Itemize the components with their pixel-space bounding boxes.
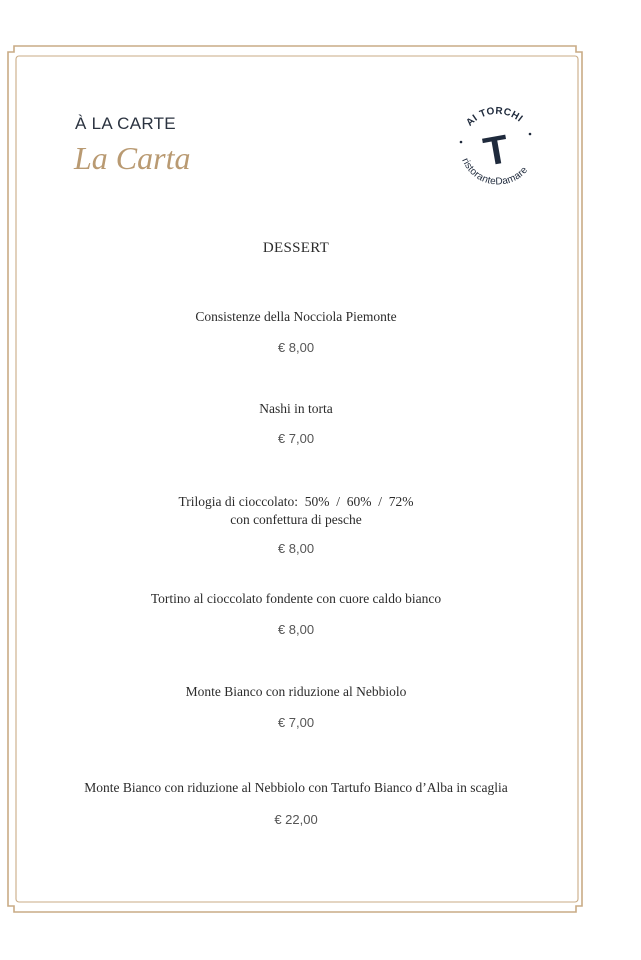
menu-item	[0, 590, 592, 608]
menu-item	[0, 308, 592, 326]
item-price: € 8,00	[277, 340, 315, 355]
item-name: Monte Bianco con riduzione al Nebbiolo con Tartufo Bianco d’Alba in scaglia	[84, 780, 508, 795]
section-title-dessert: DESSERT	[262, 240, 330, 256]
item-price: € 8,00	[277, 622, 315, 637]
item-name: Consistenze della Nocciola Piemonte	[195, 309, 397, 324]
item-price: € 8,00	[277, 541, 315, 556]
restaurant-logo	[450, 100, 545, 195]
item-name-line2: con confettura di pesche	[230, 512, 362, 527]
logo-bottom-text: ristoranteDamare	[459, 156, 531, 188]
menu-subtitle: À LA CARTE	[75, 114, 176, 133]
item-price: € 7,00	[277, 431, 315, 446]
item-name: Tortino al cioccolato fondente con cuore caldo bianco	[150, 591, 442, 606]
menu-item	[0, 400, 592, 418]
logo-letter: T	[480, 127, 513, 175]
menu-item	[0, 493, 592, 529]
menu-item	[0, 779, 592, 797]
item-price: € 7,00	[277, 715, 315, 730]
item-name: Monte Bianco con riduzione al Nebbiolo	[185, 684, 407, 699]
logo-top-text: AI TORCHI	[464, 105, 525, 129]
menu-item	[0, 683, 592, 701]
logo-dot-left	[460, 141, 463, 144]
item-name: Nashi in torta	[259, 401, 333, 416]
item-name: Trilogia di cioccolato: 50% / 60% / 72%	[178, 494, 414, 509]
item-price: € 22,00	[274, 812, 318, 827]
logo-dot-right	[529, 133, 532, 136]
menu-title: La Carta	[74, 140, 191, 176]
